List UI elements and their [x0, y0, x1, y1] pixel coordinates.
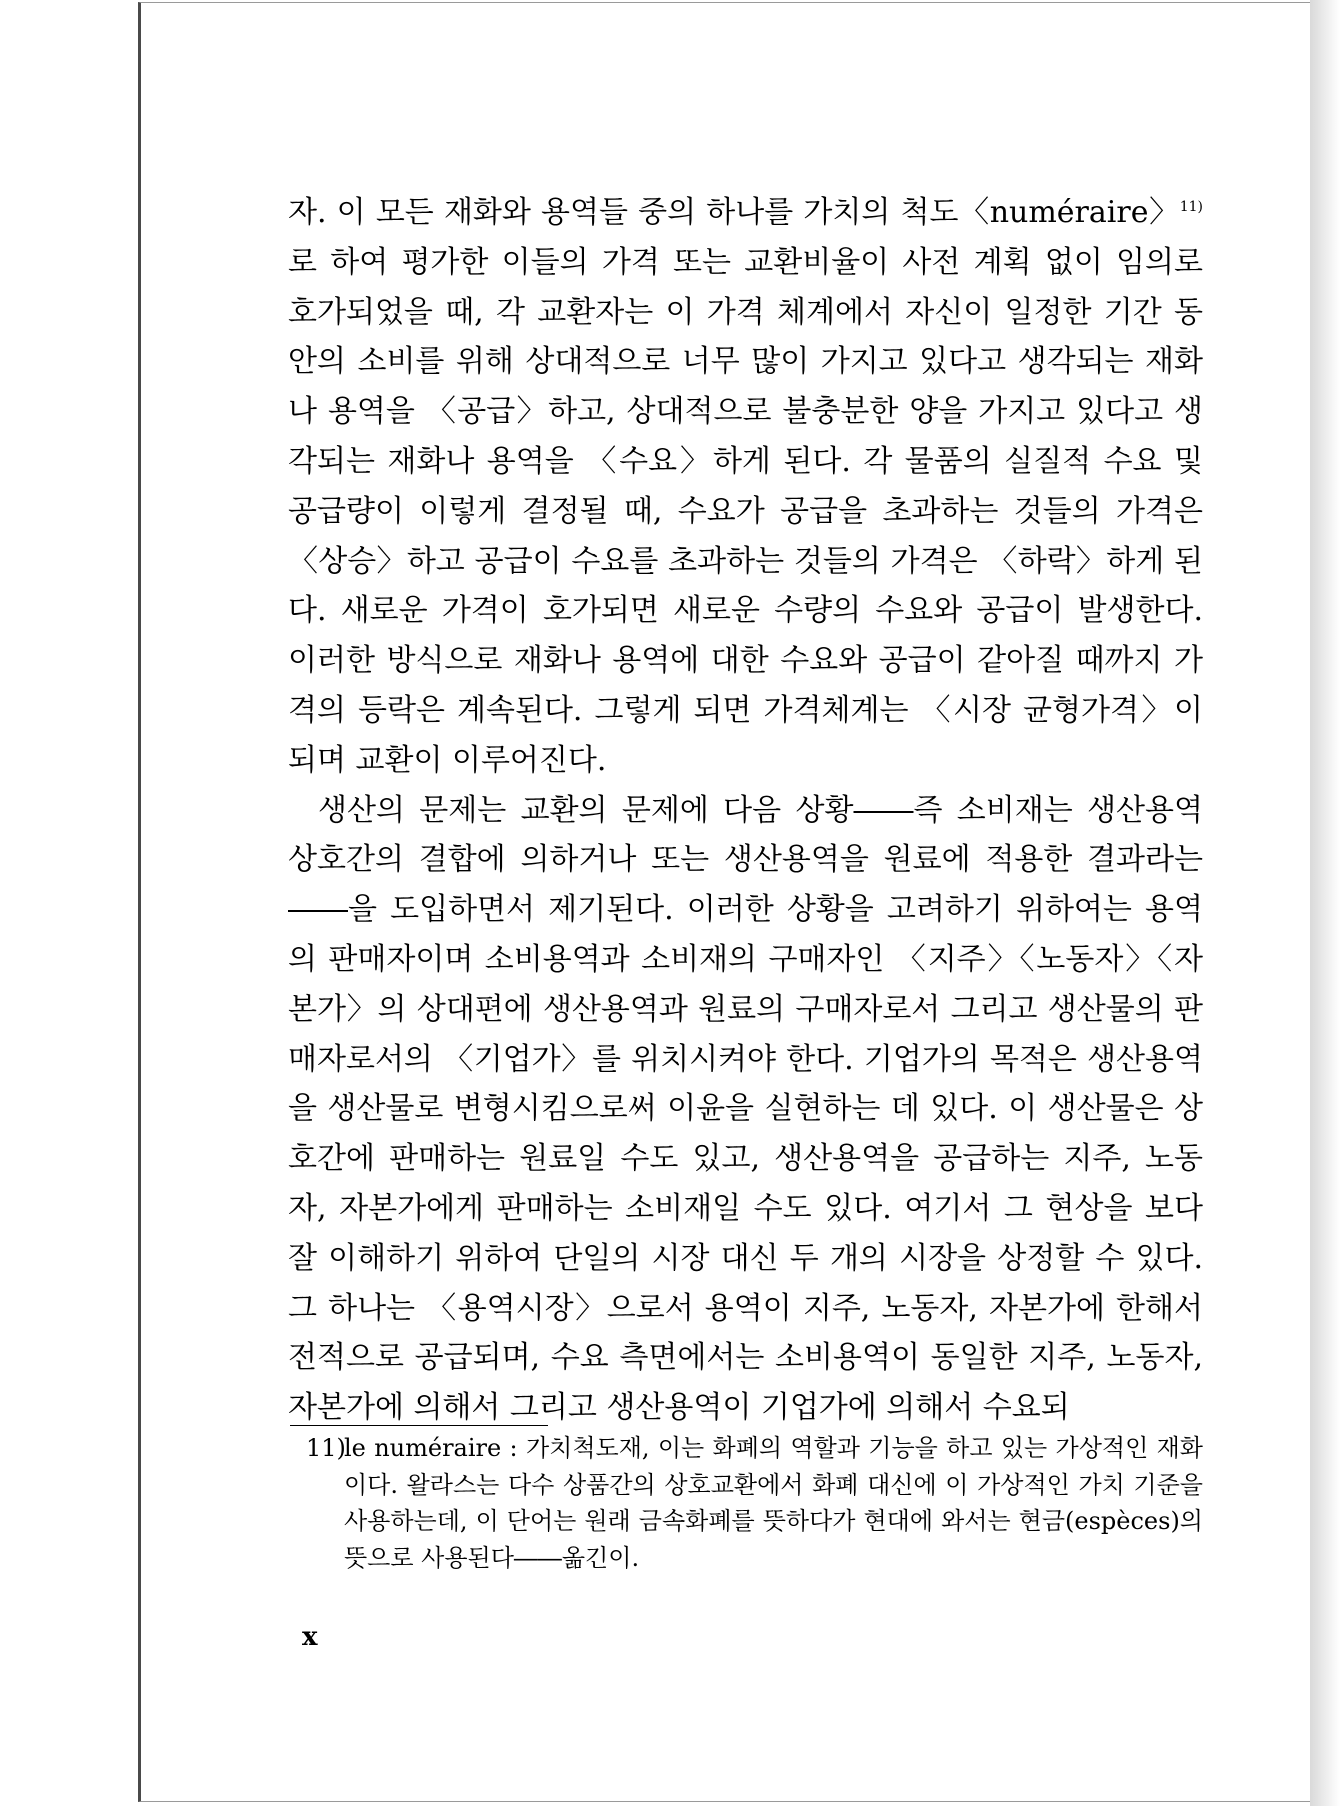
paragraph-2: 생산의 문제는 교환의 문제에 다음 상황――즉 소비재는 생산용역 상호간의 결합에 의하거나 또는 생산용역을 원료에 적용한 결과라는――을 도입하면서 제기된다. 이러한 상황을 고려하기 위하여는 용역의 판매자이며 소비용역과 소비재의 구매자인 〈지주〉〈노동자〉〈자본가〉의 상대편에 생산용역과 원료의 구매자로서 그리고 생산물의 판매자로서의 〈기업가〉를 위치시켜야 한다. 기업가의 목적은 생산용역을 생산물로 변형시킴으로써 이윤을 실현하는 데 있다. 이 생산물은 상호간에 판매하는 원료일 수도 있고, 생산용역을 공급하는 지주, 노동자, 자본가에게 판매하는 소비재일 수도 있다. 여기서 그 현상을 보다 잘 이해하기 위하여 단일의 시장 대신 두 개의 시장을 상정할 수 있다. 그 하나는 〈용역시장〉으로서 용역이 지주, 노동자, 자본가에 한해서 전적으로 공급되며, 수요 측면에서는 소비용역이 동일한 지주, 노동자, 자본가에 의해서 그리고 생산용역이 기업가에 의해서 수요되	[288, 792, 1203, 1426]
viewer-left-margin	[0, 0, 138, 1806]
footnote-marker: 11)	[306, 1434, 346, 1462]
paragraph-1-start: 자. 이 모든 재화와 용역들 중의 하나를 가치의 척도〈numéraire〉	[288, 195, 1180, 230]
body-text	[288, 188, 1203, 1433]
page-edge-shadow	[1310, 0, 1340, 1806]
paragraph-1-rest: 로 하여 평가한 이들의 가격 또는 교환비율이 사전 계획 없이 임의로 호가되었을 때, 각 교환자는 이 가격 체계에서 자신이 일정한 기간 동안의 소비를 위해 상대적으로 너무 많이 가지고 있다고 생각되는 재화나 용역을 〈공급〉하고, 상대적으로 불충분한 양을 가지고 있다고 생각되는 재화나 용역을 〈수요〉하게 된다. 각 물품의 실질적 수요 및 공급량이 이렇게 결정될 때, 수요가 공급을 초과하는 것들의 가격은 〈상승〉하고 공급이 수요를 초과하는 것들의 가격은 〈하락〉하게 된다. 새로운 가격이 호가되면 새로운 수량의 수요와 공급이 발생한다. 이러한 방식으로 재화나 용역에 대한 수요와 공급이 같아질 때까지 가격의 등락은 계속된다. 그렇게 되면 가격체계는 〈시장 균형가격〉이 되며 교환이 이루어진다.	[288, 244, 1203, 778]
footnote-11	[306, 1430, 1203, 1576]
footnote-reference[interactable]: 11)	[1179, 199, 1203, 215]
footnote-divider	[290, 1425, 548, 1426]
page-number: x	[302, 1622, 318, 1652]
paragraph-1	[288, 188, 1203, 786]
footnote-text: le numéraire : 가치척도재, 이는 화폐의 역할과 기능을 하고 있는 가상적인 재화이다. 왈라스는 다수 상품간의 상호교환에서 화폐 대신에 이 가상적인 가치 기준을 사용하는데, 이 단어는 원래 금속화폐를 뜻하다가 현대에 와서는 현금(espèces)의 뜻으로 사용된다――옮긴이.	[344, 1434, 1203, 1572]
